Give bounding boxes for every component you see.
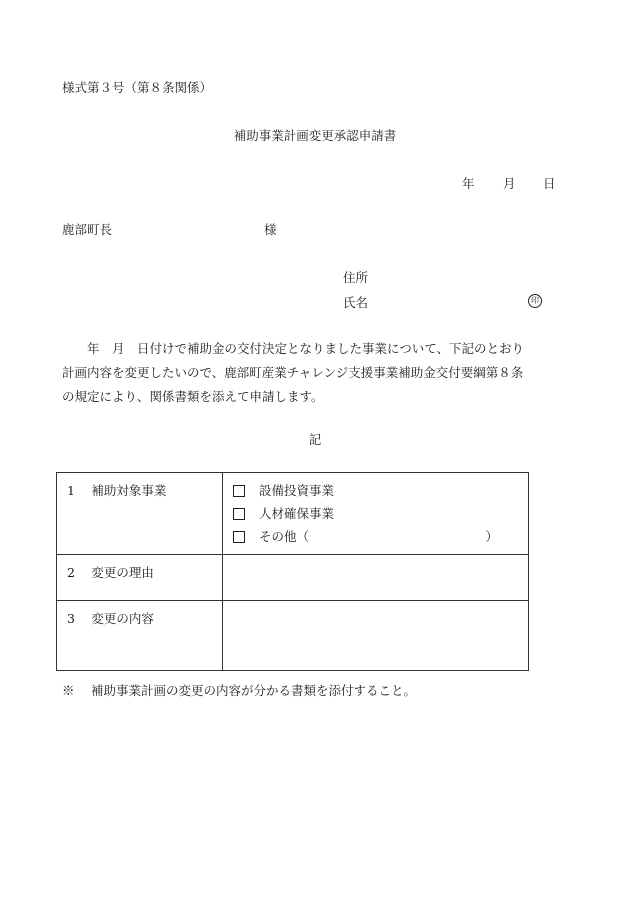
name-label: 氏名 <box>343 295 369 310</box>
row-label: 3 変更の内容 <box>67 611 154 626</box>
date-day-label: 日 <box>543 176 556 191</box>
body-line-3: の規定により、関係書類を添えて申請します。 <box>62 389 324 404</box>
date-year-label: 年 <box>462 176 475 191</box>
row-label: 1 補助対象事業 <box>67 483 167 498</box>
document-title: 補助事業計画変更承認申請書 <box>233 128 397 143</box>
table-row <box>57 473 529 555</box>
table-row <box>57 555 529 601</box>
date-month-label: 月 <box>503 176 516 191</box>
honorific: 様 <box>264 222 277 237</box>
table-row <box>57 601 529 671</box>
row-label-cell <box>57 601 223 671</box>
row-label-cell <box>57 473 223 555</box>
application-table <box>56 472 529 671</box>
body-line-1: 年 月 日付けで補助金の交付決定となりました事業について、下記のとおり <box>87 341 525 356</box>
options-cell <box>223 473 529 555</box>
other-paren-close: ） <box>485 529 498 544</box>
checkbox-icon[interactable] <box>233 531 245 543</box>
row-label: 2 変更の理由 <box>67 565 154 580</box>
form-number: 様式第３号（第８条関係） <box>62 80 213 95</box>
body-paragraph <box>62 337 562 409</box>
footnote: ※ 補助事業計画の変更の内容が分かる書類を添付すること。 <box>62 683 416 698</box>
option-equipment[interactable] <box>233 479 518 502</box>
seal-mark: 印 <box>528 294 542 308</box>
option-label: 人材確保事業 <box>259 506 335 521</box>
ki-heading: 記 <box>308 432 322 447</box>
row-label-cell <box>57 555 223 601</box>
checkbox-icon[interactable] <box>233 508 245 520</box>
addressee: 鹿部町長 <box>62 222 113 237</box>
content-field[interactable] <box>223 601 529 671</box>
checkbox-icon[interactable] <box>233 485 245 497</box>
option-label: その他（ <box>259 529 310 544</box>
address-label: 住所 <box>343 270 369 285</box>
body-line-2: 計画内容を変更したいので、鹿部町産業チャレンジ支援事業補助金交付要綱第８条 <box>62 365 524 380</box>
reason-field[interactable] <box>223 555 529 601</box>
option-staffing[interactable] <box>233 502 518 525</box>
option-label: 設備投資事業 <box>259 483 335 498</box>
option-other[interactable] <box>233 525 518 548</box>
